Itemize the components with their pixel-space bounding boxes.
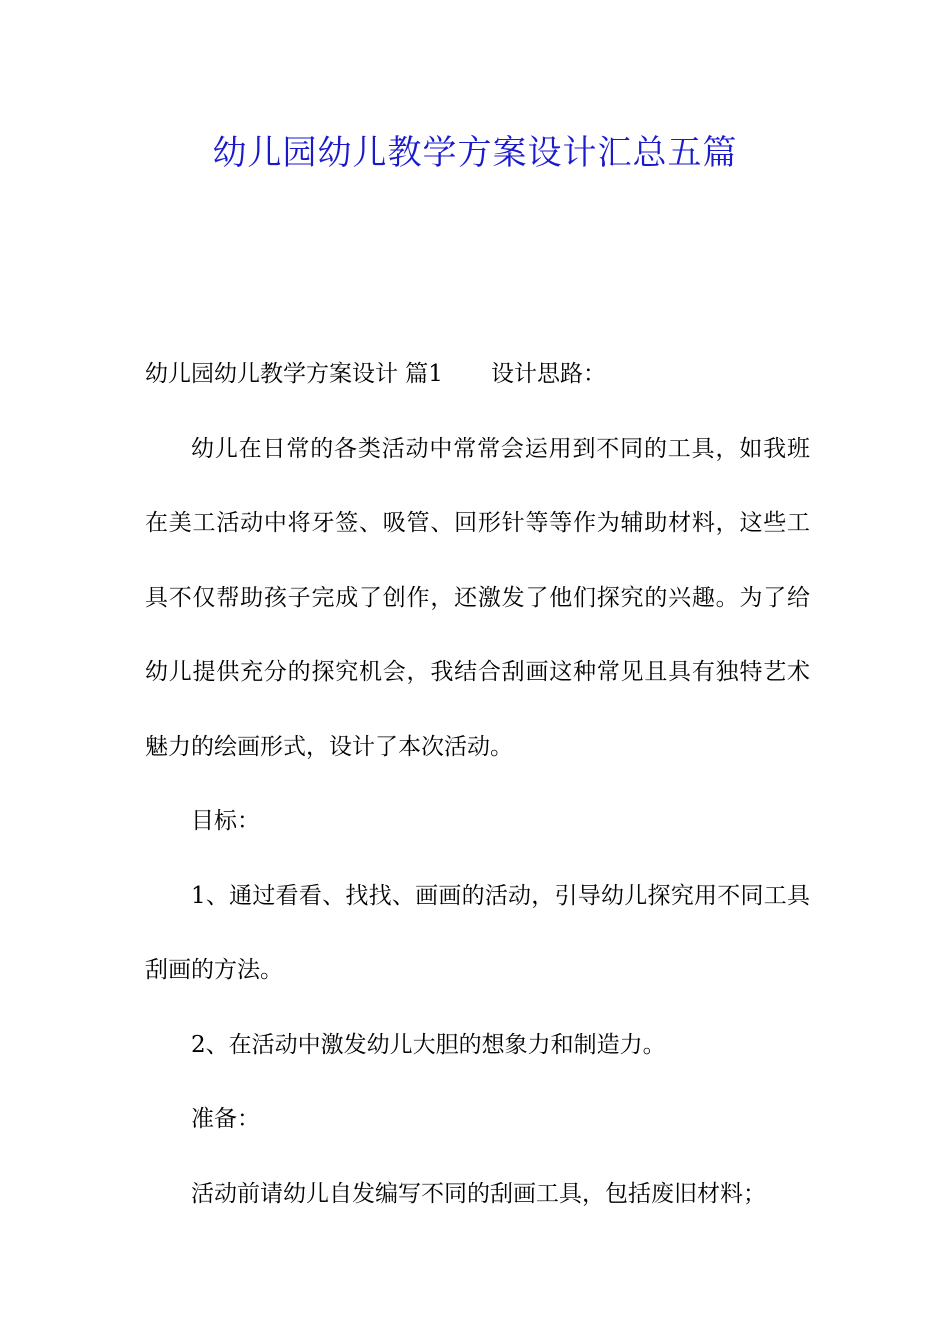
paragraph-preparation-1: 活动前请幼儿自发编写不同的刮画工具，包括废旧材料； — [191, 1180, 766, 1207]
paragraph-goal-1: 1、通过看看、找找、画画的活动，引导幼儿探究用不同工具刮画的方法。 — [145, 882, 810, 983]
paragraph-design-idea: 幼儿在日常的各类活动中常常会运用到不同的工具，如我班在美工活动中将牙签、吸管、回形针等等作为辅助材料，这些工具不仅帮助孩子完成了创作，还激发了他们探究的兴趣。为了给幼儿提供充分的探究机会，我结合刮画这种常见且具有独特艺术魅力的绘画形式，设计了本次活动。 — [145, 435, 810, 760]
paragraph-goal-2: 2、在活动中激发幼儿大胆的想象力和制造力。 — [191, 1031, 666, 1058]
document-body — [145, 337, 810, 1231]
document-title: 幼儿园幼儿教学方案设计汇总五篇 — [212, 133, 738, 173]
section-heading — [145, 337, 810, 412]
section-subheading: 设计思路： — [490, 361, 606, 387]
paragraph-preparation-heading: 准备： — [191, 1106, 260, 1132]
paragraph-goals-heading: 目标： — [191, 808, 260, 834]
section-label: 幼儿园幼儿教学方案设计 篇1 — [145, 361, 443, 387]
